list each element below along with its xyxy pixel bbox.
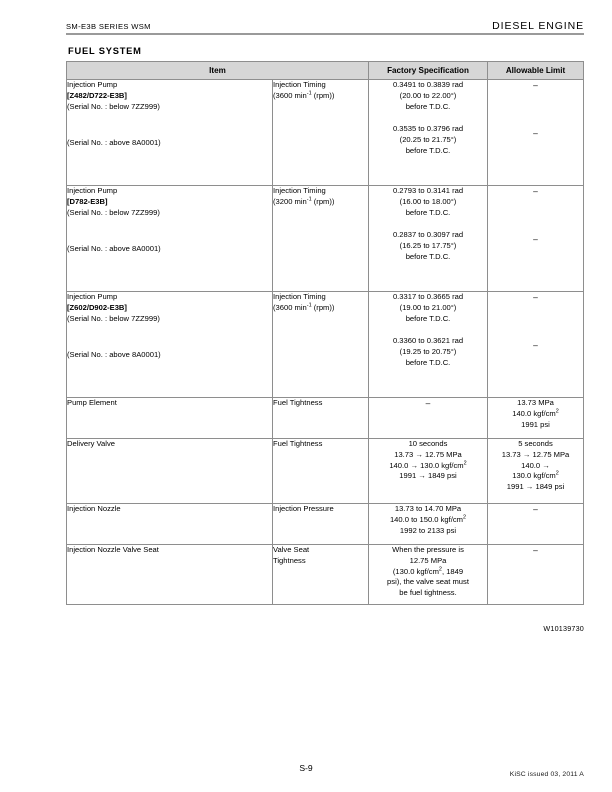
item-model: [Z602/D902-E3B] [67, 302, 127, 312]
cell-spec-delivery-valve [369, 439, 488, 504]
spec-below-line3: before T.D.C. [405, 101, 451, 111]
table-row [67, 186, 584, 292]
allowable-below: – [533, 186, 538, 196]
cell-spec-pump-element [369, 398, 488, 439]
column-header-factory-specification: Factory Specification [369, 62, 488, 80]
table-row [67, 80, 584, 186]
spec-line2: 13.73 → 12.75 MPa [394, 449, 462, 459]
subitem-rpm-exponent: -1 [306, 90, 312, 97]
running-header-right: DIESEL ENGINE [492, 20, 584, 32]
cell-allowable-delivery-valve [488, 439, 584, 504]
running-header [66, 20, 584, 32]
cell-spec-z482 [369, 80, 488, 186]
allowable-spacer [488, 92, 583, 128]
spec-above-line2: (16.25 to 17.75°) [399, 241, 457, 251]
spec-below-line1: 0.3317 to 0.3665 rad [392, 292, 464, 301]
table-row [67, 439, 584, 504]
subitem-rpm-prefix: (3200 min [273, 196, 307, 206]
item-serial-below: (Serial No. : below 7ZZ999) [67, 313, 160, 323]
allowable-spacer [488, 198, 583, 234]
cell-allowable-d782 [488, 186, 584, 292]
allowable-value: – [533, 504, 538, 514]
item-model: [Z482/D722-E3B] [67, 90, 127, 100]
allowable-line2-exponent: 2 [555, 408, 559, 415]
cell-allowable-valve-seat [488, 545, 584, 605]
spec-above-line2: (20.25 to 21.75°) [399, 135, 457, 145]
spec-line3-prefix: (130.0 kgf/cm [392, 566, 439, 576]
subitem-rpm-suffix: (rpm)) [311, 196, 335, 206]
cell-item-injection-pump-d782 [67, 186, 273, 292]
spec-line2-prefix: 140.0 to 150.0 kgf/cm [389, 514, 463, 524]
subitem-rpm-suffix: (rpm)) [311, 302, 335, 312]
running-header-left: SM-E3B SERIES WSM [66, 22, 151, 31]
spec-below-line1: 0.3491 to 0.3839 rad [392, 80, 464, 89]
spec-line1: 13.73 to 14.70 MPa [394, 504, 462, 513]
allowable-line1: 13.73 MPa [517, 398, 554, 407]
table-row [67, 292, 584, 398]
subitem-label: Injection Timing [273, 292, 326, 301]
allowable-line5: 1991 → 1849 psi [506, 482, 565, 492]
item-serial-above: (Serial No. : above 8A0001) [67, 244, 161, 254]
subitem-rpm-suffix: (rpm)) [311, 90, 335, 100]
spec-below-line1: 0.2793 to 0.3141 rad [392, 186, 464, 195]
spec-above-line1: 0.3360 to 0.3621 rad [392, 336, 464, 346]
item-spacer [67, 324, 272, 350]
spec-line3 [369, 567, 487, 578]
cell-subitem-delivery-valve: Fuel Tightness [273, 439, 369, 504]
cell-subitem-valve-seat-tightness [273, 545, 369, 605]
subitem-rpm [273, 303, 368, 314]
cell-spec-valve-seat [369, 545, 488, 605]
item-serial-below: (Serial No. : below 7ZZ999) [67, 207, 160, 217]
item-model: [D782-E3B] [67, 196, 108, 206]
table-row [67, 398, 584, 439]
subitem-rpm [273, 197, 368, 208]
allowable-value: – [533, 545, 538, 555]
cell-subitem-injection-timing-z602 [273, 292, 369, 398]
cell-subitem-injection-timing-z482 [273, 80, 369, 186]
spec-line1: 10 seconds [408, 439, 448, 448]
item-name: Injection Pump [67, 292, 118, 301]
allowable-above: – [533, 127, 538, 138]
item-name: Injection Pump [67, 80, 118, 89]
item-name: Injection Pump [67, 186, 118, 195]
allowable-spacer [488, 304, 583, 340]
spec-line2: 12.75 MPa [409, 555, 447, 565]
cell-spec-d782 [369, 186, 488, 292]
subitem-rpm-exponent: -1 [306, 302, 312, 309]
spec-spacer [369, 218, 487, 230]
spec-line3-exponent: 2 [463, 460, 467, 467]
cell-allowable-z602 [488, 292, 584, 398]
allowable-above: – [533, 233, 538, 244]
subitem-line1: Valve Seat [273, 545, 310, 554]
item-serial-below: (Serial No. : below 7ZZ999) [67, 101, 160, 111]
subitem-label: Injection Timing [273, 186, 326, 195]
allowable-line2 [488, 409, 583, 420]
spec-value: – [425, 398, 431, 408]
item-spacer [67, 112, 272, 138]
cell-item-delivery-valve: Delivery Valve [67, 439, 273, 504]
cell-allowable-z482 [488, 80, 584, 186]
subitem-rpm-prefix: (3600 min [273, 90, 307, 100]
subitem-rpm-prefix: (3600 min [273, 302, 307, 312]
item-serial-above: (Serial No. : above 8A0001) [67, 138, 161, 148]
allowable-line2: 13.73 → 12.75 MPa [501, 449, 570, 459]
spec-line3: 1992 to 2133 psi [399, 525, 457, 535]
section-title: FUEL SYSTEM [68, 46, 142, 56]
allowable-below: – [533, 80, 538, 90]
cell-subitem-injection-nozzle: Injection Pressure [273, 504, 369, 545]
spec-above-line1: 0.3535 to 0.3796 rad [392, 124, 464, 134]
allowable-line4-exponent: 2 [555, 470, 559, 477]
subitem-rpm [273, 91, 368, 102]
spec-line4: psi), the valve seat must [387, 577, 469, 587]
table-row [67, 504, 584, 545]
subitem-rpm-exponent: -1 [306, 196, 312, 203]
allowable-line3: 1991 psi [521, 419, 550, 429]
spec-below-line3: before T.D.C. [405, 313, 451, 323]
table-row [67, 545, 584, 605]
spec-line3-exponent: 2 [438, 566, 442, 573]
spec-above-line1: 0.2837 to 0.3097 rad [392, 230, 464, 240]
cell-item-injection-pump-z602 [67, 292, 273, 398]
spec-below-line3: before T.D.C. [405, 207, 451, 217]
spec-below-line2: (19.00 to 21.00°) [399, 302, 457, 312]
spec-line1: When the pressure is [392, 545, 464, 554]
allowable-line3: 140.0 → [521, 460, 550, 470]
item-serial-above: (Serial No. : above 8A0001) [67, 350, 161, 360]
table-header-row [67, 62, 584, 80]
cell-spec-injection-nozzle [369, 504, 488, 545]
cell-spec-z602 [369, 292, 488, 398]
spec-line3 [369, 461, 487, 472]
spec-below-line2: (20.00 to 22.00°) [399, 90, 457, 100]
spec-line3-prefix: 140.0 → 130.0 kgf/cm [389, 460, 464, 470]
allowable-line4-prefix: 130.0 kgf/cm [512, 471, 556, 481]
cell-subitem-injection-timing-d782 [273, 186, 369, 292]
allowable-below: – [533, 292, 538, 302]
column-header-item: Item [67, 62, 369, 80]
page-number: S-9 [299, 763, 313, 773]
cell-item-pump-element: Pump Element [67, 398, 273, 439]
cell-allowable-injection-nozzle [488, 504, 584, 545]
header-rule [66, 33, 584, 35]
cell-item-injection-pump-z482 [67, 80, 273, 186]
allowable-line2-prefix: 140.0 kgf/cm [512, 408, 556, 418]
spec-above-line2: (19.25 to 20.75°) [399, 347, 457, 357]
subitem-label: Injection Timing [273, 80, 326, 89]
cell-item-injection-nozzle-valve-seat: Injection Nozzle Valve Seat [67, 545, 273, 605]
issued-note: KiSC issued 03, 2011 A [509, 771, 584, 778]
spec-above-line3: before T.D.C. [405, 251, 451, 261]
column-header-allowable-limit: Allowable Limit [488, 62, 584, 80]
allowable-line4 [488, 471, 583, 482]
cell-allowable-pump-element [488, 398, 584, 439]
spec-line2-exponent: 2 [462, 514, 467, 521]
spec-line4: 1991 → 1849 psi [399, 471, 457, 481]
specification-table [66, 61, 584, 605]
spec-line5: be fuel tightness. [399, 588, 457, 598]
spec-above-line3: before T.D.C. [405, 145, 451, 155]
drawing-reference: W10139730 [543, 624, 584, 633]
spec-line2 [369, 515, 487, 526]
spec-spacer [369, 112, 487, 124]
item-spacer [67, 218, 272, 244]
allowable-above: – [533, 339, 538, 350]
spec-above-line3: before T.D.C. [405, 357, 451, 367]
spec-below-line2: (16.00 to 18.00°) [399, 196, 457, 206]
cell-item-injection-nozzle: Injection Nozzle [67, 504, 273, 545]
spec-line3-suffix: , 1849 [441, 566, 464, 576]
spec-spacer [369, 324, 487, 336]
cell-subitem-pump-element: Fuel Tightness [273, 398, 369, 439]
allowable-line1: 5 seconds [518, 439, 553, 448]
subitem-line2: Tightness [273, 555, 306, 565]
